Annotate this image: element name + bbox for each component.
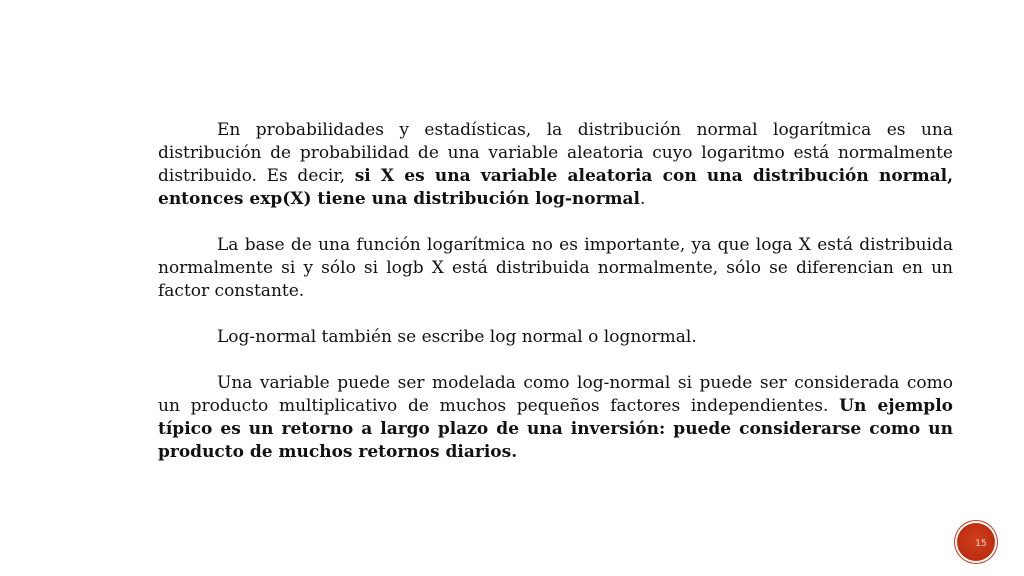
paragraph-example [158, 372, 953, 464]
page-number-badge [957, 523, 995, 561]
paragraph-log-base [158, 234, 953, 303]
text-run: Log-normal también se escribe log normal o lognormal. [217, 327, 697, 347]
paragraph-lognormal-definition [158, 119, 953, 211]
page-number: 15 [975, 539, 987, 549]
text-run-bold: si X es una variable aleatoria con una distribución normal, entonces exp(X) tiene una distribución log-normal [158, 166, 953, 209]
slide-body-text [158, 119, 953, 464]
text-run: . [640, 189, 646, 209]
text-run: En probabilidades y estadísticas, la distribución normal logarítmica es una distribución de probabilidad de una variable aleatoria cuyo logaritmo está normalmente distribuido. Es decir, [158, 120, 953, 186]
text-run-bold: Un ejemplo típico es un retorno a largo plazo de una inversión: puede considerarse como un producto de muchos retornos diarios. [158, 396, 953, 462]
paragraph-spelling [158, 326, 953, 349]
text-run: La base de una función logarítmica no es importante, ya que loga X está distribuida normalmente si y sólo si logb X está distribuida normalmente, sólo se diferencian en un factor constante. [158, 235, 953, 301]
text-run: Una variable puede ser modelada como log-normal si puede ser considerada como un producto multiplicativo de muchos pequeños factores independientes. [158, 373, 953, 416]
